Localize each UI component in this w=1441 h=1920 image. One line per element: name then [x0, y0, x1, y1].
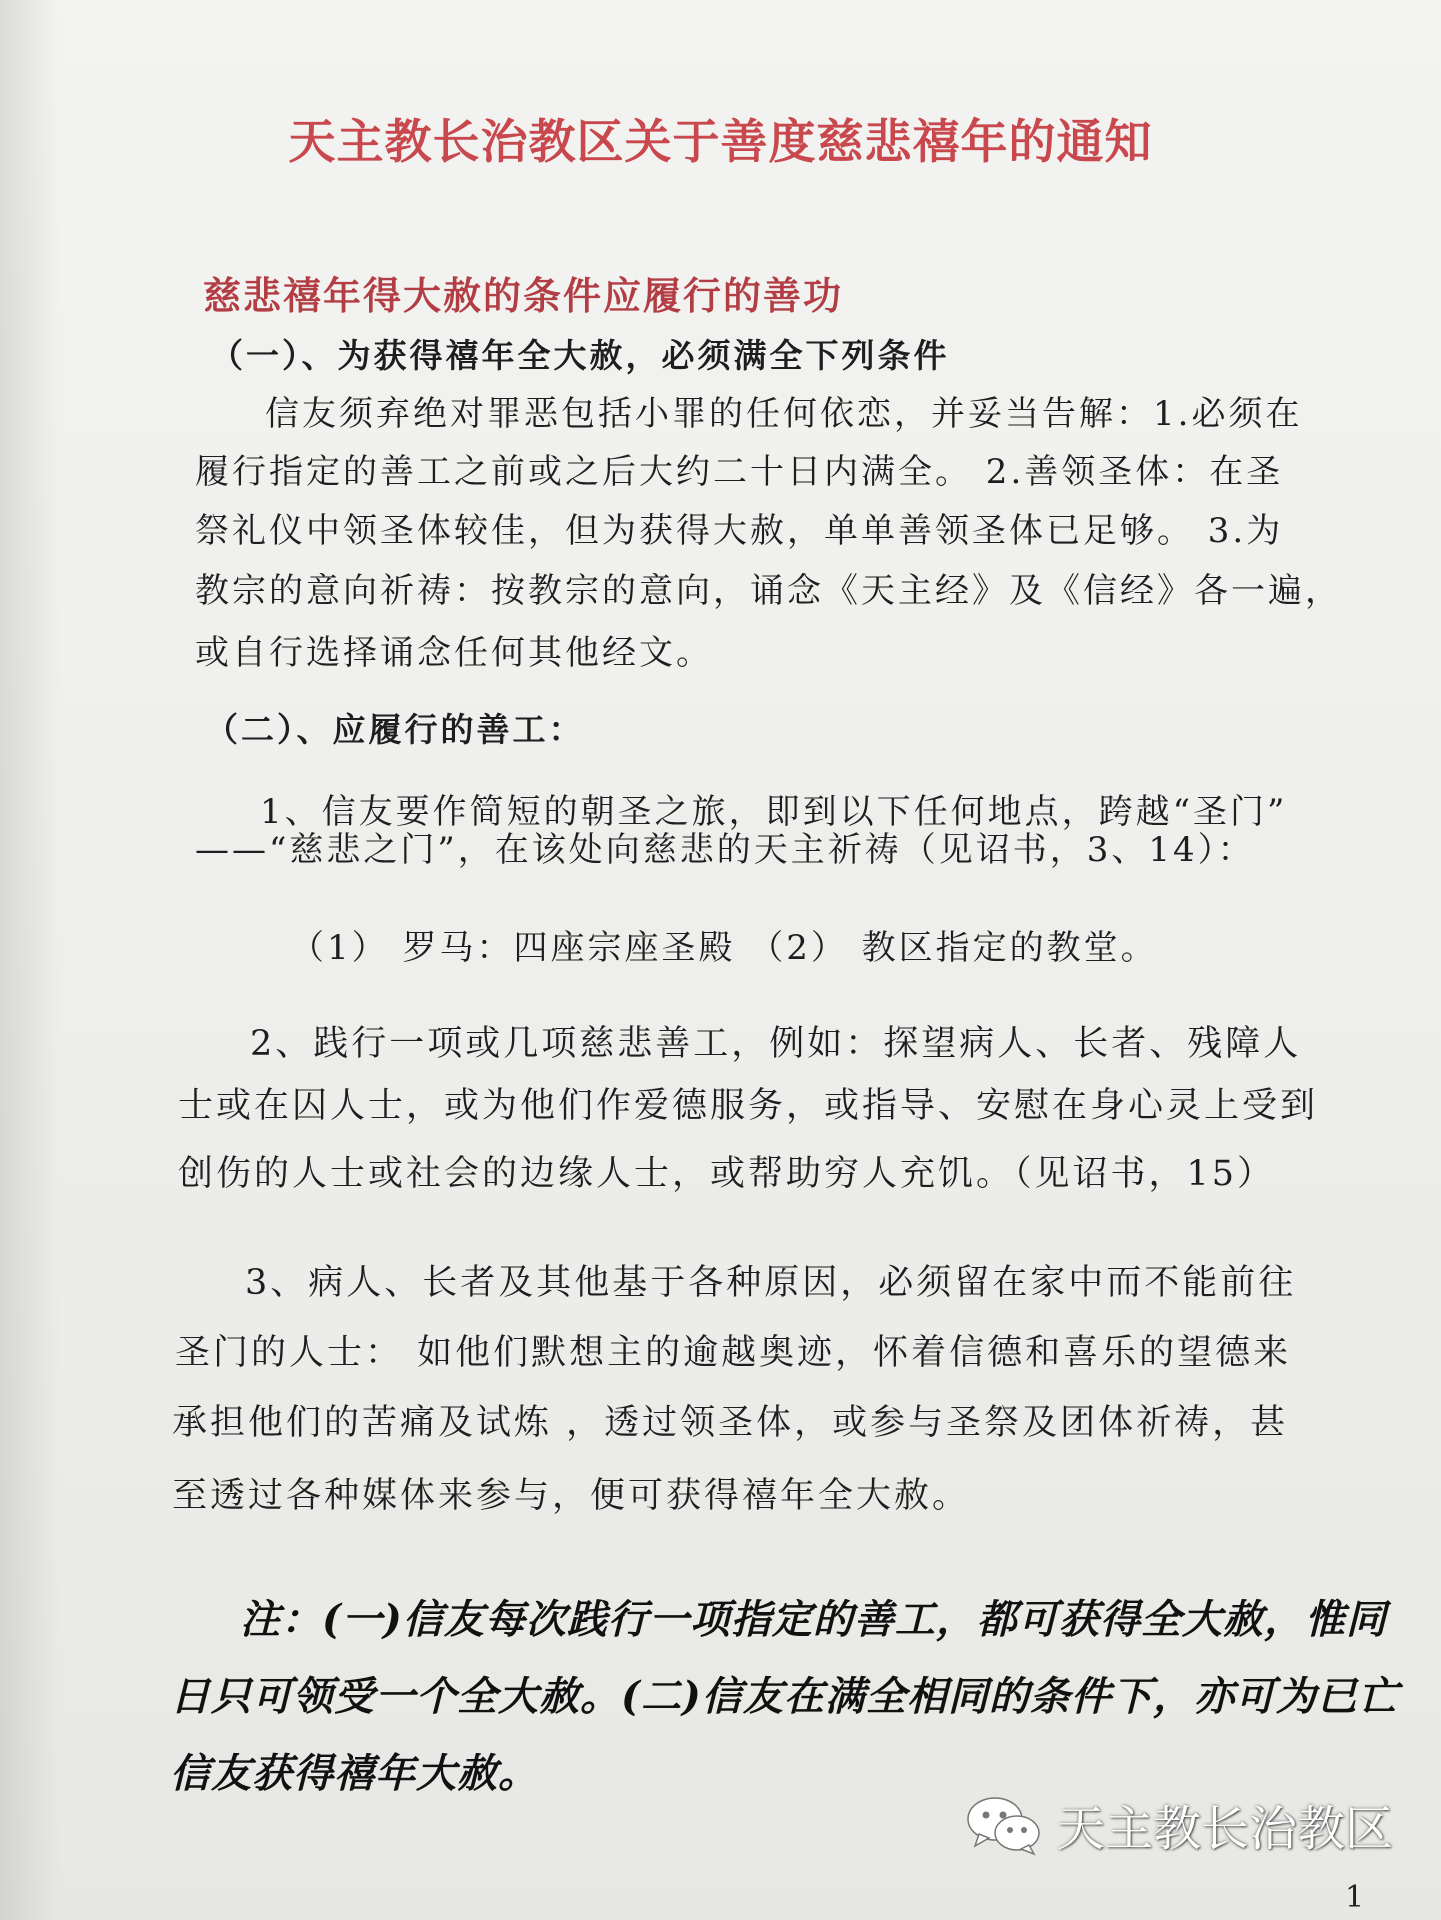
- item3-line: 3、病人、长者及其他基于各种原因，必须留在家中而不能前往: [245, 1263, 1297, 1303]
- account-watermark: [965, 1790, 1393, 1859]
- note-line: 日只可领受一个全大赦。(二)信友在满全相同的条件下，亦可为已亡: [170, 1673, 1399, 1720]
- wechat-icon: [965, 1794, 1043, 1856]
- page-number: 1: [1345, 1880, 1365, 1915]
- section1-line: 履行指定的善工之前或之后大约二十日内满全。 2.善领圣体：在圣: [195, 452, 1284, 492]
- section1-line: 信友须弃绝对罪恶包括小罪的任何依恋，并妥当告解：1.必须在: [265, 394, 1303, 434]
- section2-heading: （二）、应履行的善工：: [205, 710, 585, 749]
- item2-line: 士或在囚人士，或为他们作爱德服务，或指导、安慰在身心灵上受到: [178, 1086, 1319, 1126]
- document-subtitle: 慈悲禧年得大赦的条件应履行的善功: [203, 273, 844, 318]
- note-line: 信友获得禧年大赦。: [170, 1750, 539, 1797]
- item1-line: 1、信友要作简短的朝圣之旅，即到以下任何地点，跨越“圣门”: [260, 792, 1288, 832]
- section1-line: 教宗的意向祈祷：按教宗的意向，诵念《天主经》及《信经》各一遍，: [195, 571, 1342, 611]
- item3-line: 至透过各种媒体来参与，便可获得禧年全大赦。: [172, 1476, 971, 1516]
- item3-line: 承担他们的苦痛及试炼 ，透过领圣体，或参与圣祭及团体祈祷，甚: [172, 1403, 1289, 1443]
- item3-line: 圣门的人士： 如他们默想主的逾越奥迹，怀着信德和喜乐的望德来: [175, 1333, 1292, 1373]
- document-title: 天主教长治教区关于善度慈悲禧年的通知: [288, 115, 1153, 170]
- item1-line: ——“慈悲之门”，在该处向慈悲的天主祈祷（见诏书，3、14）：: [195, 830, 1255, 870]
- section1-line: 或自行选择诵念任何其他经文。: [195, 633, 713, 673]
- section1-heading: （一）、为获得禧年全大赦，必须满全下列条件: [210, 336, 950, 375]
- item2-line: 2、践行一项或几项慈悲善工，例如：探望病人、长者、残障人: [250, 1024, 1302, 1064]
- item2-line: 创伤的人士或社会的边缘人士，或帮助穷人充饥。（见诏书，15）: [178, 1154, 1276, 1194]
- item1-places: （1） 罗马：四座宗座圣殿 （2） 教区指定的教堂。: [290, 928, 1158, 968]
- note-line: 注：(一)信友每次践行一项指定的善工，都可获得全大赦，惟同: [240, 1596, 1387, 1643]
- watermark-text: 天主教长治教区: [1057, 1801, 1394, 1857]
- page-shadow: [0, 0, 60, 1920]
- section1-line: 祭礼仪中领圣体较佳，但为获得大赦，单单善领圣体已足够。 3.为: [195, 511, 1284, 551]
